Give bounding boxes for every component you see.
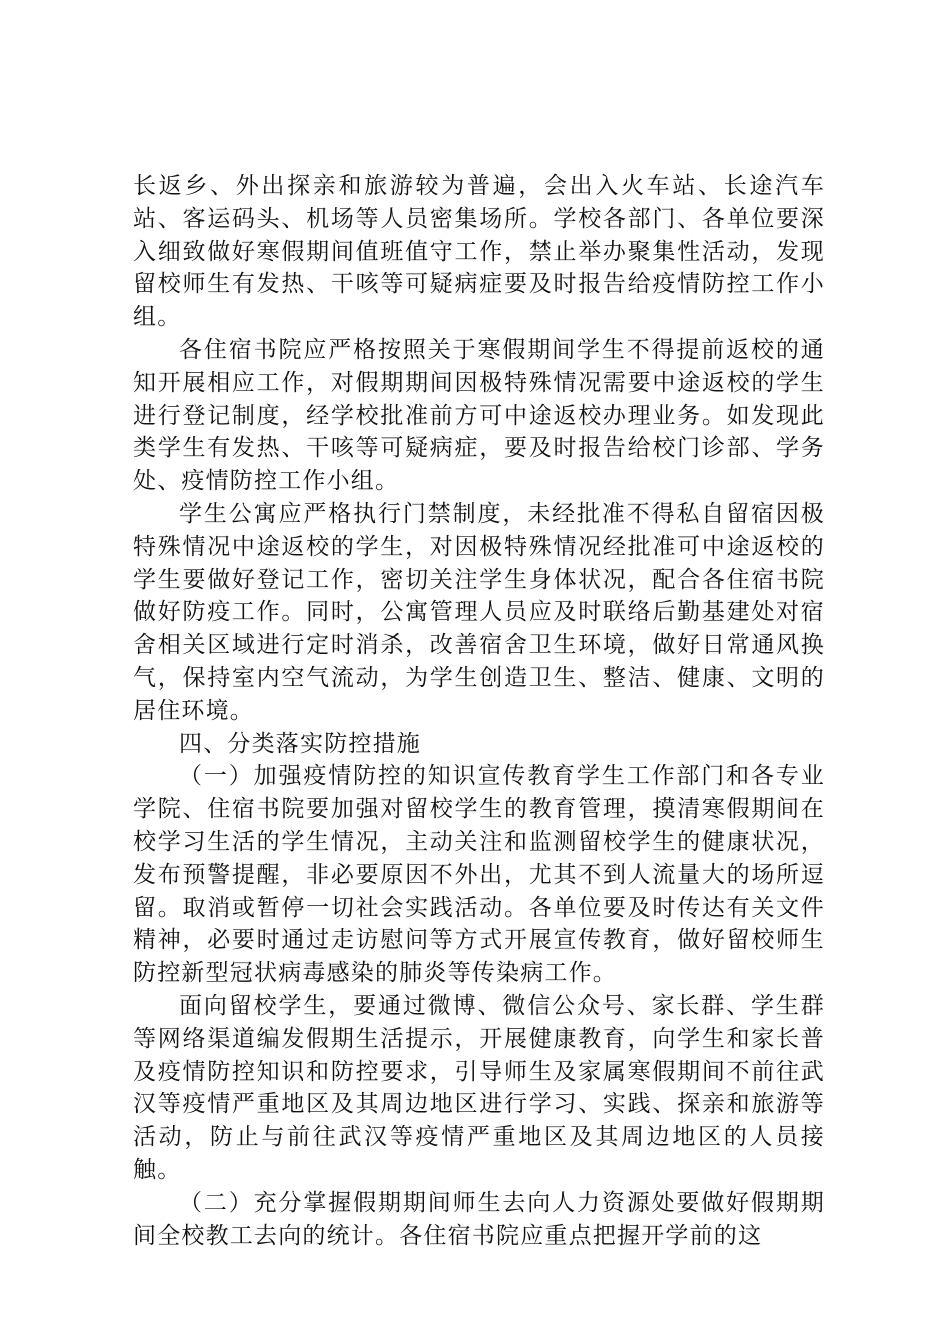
document-body (133, 170, 825, 1252)
paragraph-outreach: 面向留校学生，要通过微博、微信公众号、家长群、学生群等网络渠道编发假期生活提示，开展健康教育，向学生和家长普及疫情防控知识和防控要求，引导师生及家属寒假期间不前往武汉等疫情严重地区及其周边地区进行学习、实践、探亲和旅游等活动，防止与前往武汉等疫情严重地区及其周边地区的人员接触。 (133, 992, 825, 1183)
section-heading-four: 四、分类落实防控措施 (179, 730, 421, 757)
paragraph-item-one: （一）加强疫情防控的知识宣传教育学生工作部门和各专业学院、住宿书院要加强对留校学生的教育管理，摸清寒假期间在校学习生活的学生情况，主动关注和监测留校学生的健康状况，发布预警提醒，非必要原因不外出，尤其不到人流量大的场所逗留。取消或暂停一切社会实践活动。各单位要及时传达有关文件精神，必要时通过走访慰问等方式开展宣传教育，做好留校师生防控新型冠状病毒感染的肺炎等传染病工作。 (133, 763, 825, 987)
paragraph-dormitory-colleges: 各住宿书院应严格按照关于寒假期间学生不得提前返校的通知开展相应工作，对假期期间因极特殊情况需要中途返校的学生进行登记制度，经学校批准前方可中途返校办理业务。如发现此类学生有发热、干咳等可疑病症，要及时报告给校门诊部、学务处、疫情防控工作小组。 (133, 336, 825, 495)
paragraph-item-two: （二）充分掌握假期期间师生去向人力资源处要做好假期期间全校教工去向的统计。各住宿书院应重点把握开学前的这 (133, 1189, 825, 1249)
paragraph-student-apartments: 学生公寓应严格执行门禁制度，未经批准不得私自留宿因极特殊情况中途返校的学生，对因极特殊情况经批准可中途返校的学生要做好登记工作，密切关注学生身体状况，配合各住宿书院做好防疫工作。同时，公寓管理人员应及时联络后勤基建处对宿舍相关区域进行定时消杀，改善宿舍卫生环境，做好日常通风换气，保持室内空气流动，为学生创造卫生、整洁、健康、文明的居住环境。 (133, 500, 825, 724)
paragraph-continuation: 长返乡、外出探亲和旅游较为普遍，会出入火车站、长途汽车站、客运码头、机场等人员密集场所。学校各部门、各单位要深入细致做好寒假期间值班值守工作，禁止举办聚集性活动，发现留校师生有发热、干咳等可疑病症要及时报告给疫情防控工作小组。 (133, 173, 825, 331)
